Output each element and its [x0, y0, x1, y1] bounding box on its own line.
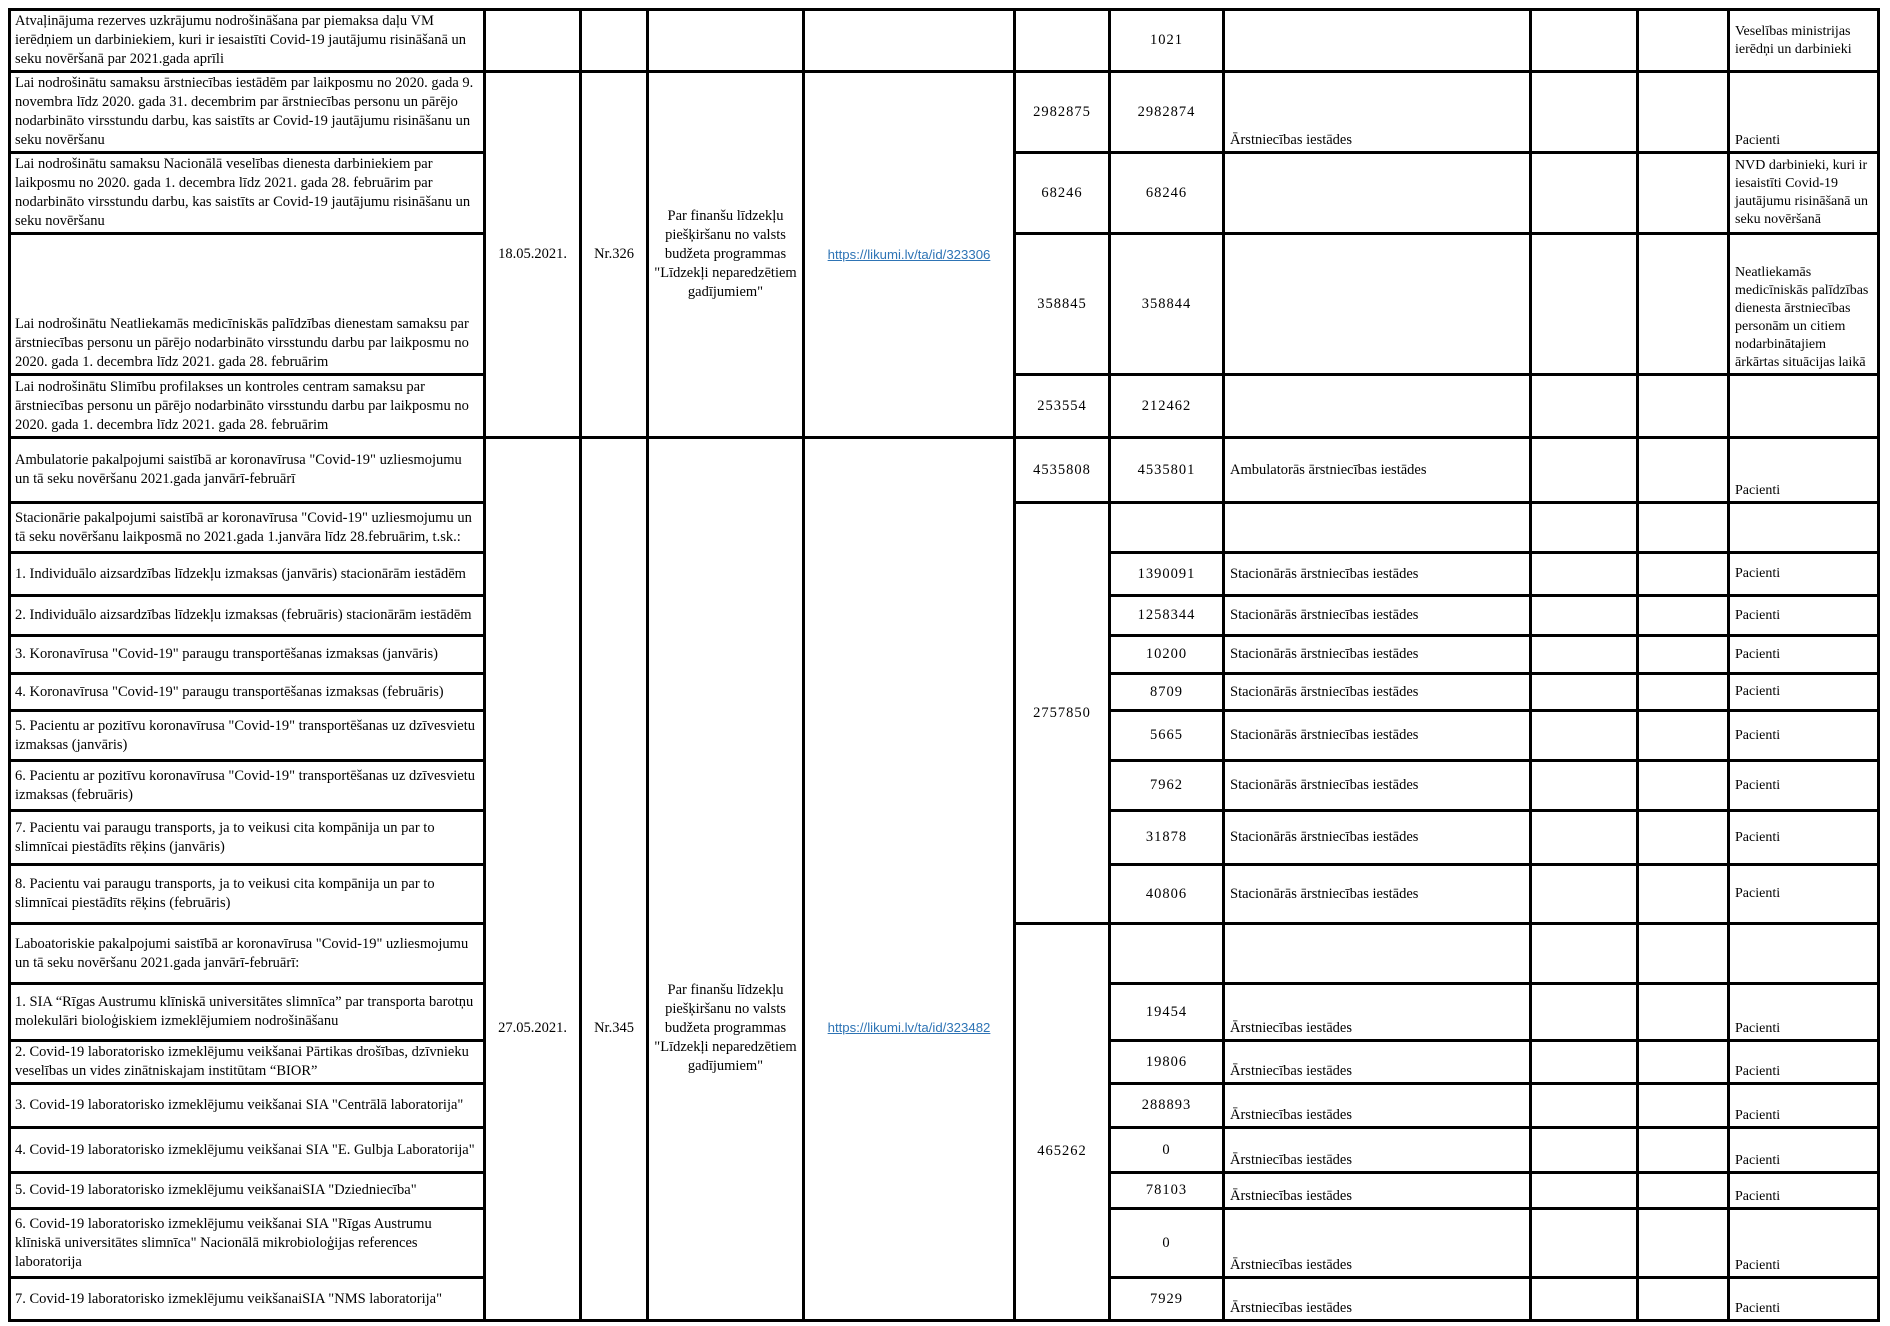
description-cell: 1. Individuālo aizsardzības līdzekļu izmaksas (janvāris) stacionārām iestādēm — [10, 553, 485, 596]
empty-cell — [1729, 503, 1879, 553]
decision-date-cell: 18.05.2021. — [485, 72, 581, 438]
description-cell: 8. Pacientu vai paraugu transports, ja to veikusi cita kompānija un par to slimnīcai piestādīts rēķins (februāris) — [10, 865, 485, 924]
empty-cell — [1638, 924, 1729, 984]
empty-cell — [1531, 553, 1638, 596]
recipient-cell: Pacienti — [1729, 984, 1879, 1041]
recipient-cell: Pacienti — [1729, 1084, 1879, 1128]
recipient-cell: Pacienti — [1729, 553, 1879, 596]
description-cell: 7. Pacientu vai paraugu transports, ja to veikusi cita kompānija un par to slimnīcai piestādīts rēķins (janvāris) — [10, 811, 485, 865]
table-row — [10, 10, 1879, 72]
description-cell: 6. Pacientu ar pozitīvu koronavīrusa "Covid-19" transportēšanas uz dzīvesvietu izmaksas (februāris) — [10, 761, 485, 811]
amount-granted-cell: 1258344 — [1110, 596, 1224, 636]
amount-granted-cell: 68246 — [1110, 153, 1224, 234]
recipient-cell: Pacienti — [1729, 438, 1879, 503]
description-cell: 4. Koronavīrusa "Covid-19" paraugu transportēšanas izmaksas (februāris) — [10, 674, 485, 711]
empty-cell — [1638, 1041, 1729, 1084]
empty-cell — [1531, 153, 1638, 234]
description-cell: Stacionārie pakalpojumi saistībā ar koronavīrusa "Covid-19" uzliesmojumu un tā seku novēršanu laikposmā no 2021.gada 1.janvāra līdz 28.februārim, t.sk.: — [10, 503, 485, 553]
program-cell: Par finanšu līdzekļu piešķiršanu no valsts budžeta programmas "Līdzekļi neparedzētiem gadījumiem" — [648, 72, 804, 438]
empty-cell — [1531, 596, 1638, 636]
likumi-link[interactable]: https://likumi.lv/ta/id/323306 — [827, 246, 991, 262]
empty-cell — [1638, 1278, 1729, 1321]
empty-cell — [1638, 711, 1729, 761]
empty-cell — [1531, 1084, 1638, 1128]
amount-granted-cell: 31878 — [1110, 811, 1224, 865]
link-cell — [804, 438, 1015, 1321]
recipient-cell: Pacienti — [1729, 674, 1879, 711]
institution-cell: Ārstniecības iestādes — [1224, 1084, 1531, 1128]
decision-date: 27.05.2021. — [498, 1019, 567, 1036]
description-cell: 3. Covid-19 laboratorisko izmeklējumu veikšanai SIA "Centrālā laboratorija" — [10, 1084, 485, 1128]
empty-cell — [1729, 924, 1879, 984]
institution-cell: Ārstniecības iestādes — [1224, 1173, 1531, 1209]
amount-granted-cell: 8709 — [1110, 674, 1224, 711]
description-cell: 2. Covid-19 laboratorisko izmeklējumu veikšanai Pārtikas drošības, dzīvnieku veselības un vides zinātniskajam institūtam “BIOR” — [10, 1041, 485, 1084]
empty-cell — [1638, 1128, 1729, 1173]
empty-cell — [485, 10, 581, 72]
amount-requested-cell: 2757850 — [1015, 503, 1110, 924]
decision-number: Nr.345 — [594, 1019, 634, 1036]
empty-cell — [1638, 234, 1729, 375]
amount-granted-cell: 10200 — [1110, 636, 1224, 674]
institution-cell: Stacionārās ārstniecības iestādes — [1224, 553, 1531, 596]
amount-requested-cell: 4535808 — [1015, 438, 1110, 503]
table-row — [10, 72, 1879, 153]
empty-cell — [1224, 924, 1531, 984]
empty-cell — [648, 10, 804, 72]
empty-cell — [1638, 72, 1729, 153]
institution-cell: Ārstniecības iestādes — [1224, 72, 1531, 153]
empty-cell — [1531, 503, 1638, 553]
recipient-cell: Veselības ministrijas ierēdņi un darbinieki — [1729, 10, 1879, 72]
description-cell: 6. Covid-19 laboratorisko izmeklējumu veikšanai SIA "Rīgas Austrumu klīniskā universitātes slimnīca" Nacionālā mikrobioloģijas references laboratorija — [10, 1209, 485, 1278]
institution-cell: Stacionārās ārstniecības iestādes — [1224, 761, 1531, 811]
funding-decisions-table — [8, 8, 1880, 1322]
description-cell: 7. Covid-19 laboratorisko izmeklējumu veikšanaiSIA "NMS laboratorija" — [10, 1278, 485, 1321]
institution-cell: Ārstniecības iestādes — [1224, 984, 1531, 1041]
description-cell: Laboatoriskie pakalpojumi saistībā ar koronavīrusa "Covid-19" uzliesmojumu un tā seku novēršanu 2021.gada janvārī-februārī: — [10, 924, 485, 984]
empty-cell — [1638, 596, 1729, 636]
amount-granted-cell: 19806 — [1110, 1041, 1224, 1084]
amount-granted-cell: 0 — [1110, 1128, 1224, 1173]
amount-requested-cell: 253554 — [1015, 375, 1110, 438]
program-text: Par finanšu līdzekļu piešķiršanu no valsts budžeta programmas "Līdzekļi neparedzētiem gadījumiem" — [654, 981, 797, 1074]
institution-cell: Ārstniecības iestādes — [1224, 1278, 1531, 1321]
decision-number-cell — [581, 438, 648, 1321]
empty-cell — [1729, 375, 1879, 438]
amount-granted-cell: 19454 — [1110, 984, 1224, 1041]
institution-cell: Ambulatorās ārstniecības iestādes — [1224, 438, 1531, 503]
recipient-cell: NVD darbinieki, kuri ir iesaistīti Covid-19 jautājumu risināšanā un seku novēršanā — [1729, 153, 1879, 234]
empty-cell — [1531, 636, 1638, 674]
amount-requested-cell: 2982875 — [1015, 72, 1110, 153]
description-cell: 3. Koronavīrusa "Covid-19" paraugu transportēšanas izmaksas (janvāris) — [10, 636, 485, 674]
amount-granted-cell: 40806 — [1110, 865, 1224, 924]
empty-cell — [1638, 761, 1729, 811]
empty-cell — [1531, 1041, 1638, 1084]
institution-cell: Stacionārās ārstniecības iestādes — [1224, 811, 1531, 865]
institution-cell: Stacionārās ārstniecības iestādes — [1224, 674, 1531, 711]
description-cell: Atvaļinājuma rezerves uzkrājumu nodrošināšana par piemaksa daļu VM ierēdņiem un darbiniekiem, kuri ir iesaistīti Covid-19 jautājumu risināšanā un seku novēršanā par 2021.gada aprīli — [10, 10, 485, 72]
empty-cell — [1638, 636, 1729, 674]
amount-granted-cell: 5665 — [1110, 711, 1224, 761]
institution-cell: Stacionārās ārstniecības iestādes — [1224, 636, 1531, 674]
empty-cell — [1638, 984, 1729, 1041]
amount-granted-cell: 7929 — [1110, 1278, 1224, 1321]
empty-cell — [1531, 1128, 1638, 1173]
empty-cell — [1531, 375, 1638, 438]
likumi-link[interactable]: https://likumi.lv/ta/id/323482 — [827, 1020, 991, 1035]
description-cell: Lai nodrošinātu Slimību profilakses un kontroles centram samaksu par ārstniecības personu un pārējo nodarbināto virsstundu darbu par laikposmu no 2020. gada 1. decembra līdz 2021. gada 28. februārim — [10, 375, 485, 438]
recipient-cell: Pacienti — [1729, 1041, 1879, 1084]
recipient-cell: Pacienti — [1729, 596, 1879, 636]
amount-granted-cell: 7962 — [1110, 761, 1224, 811]
recipient-cell: Pacienti — [1729, 811, 1879, 865]
empty-cell — [1224, 503, 1531, 553]
empty-cell — [1224, 153, 1531, 234]
amount-requested-cell: 358845 — [1015, 234, 1110, 375]
empty-cell — [1531, 72, 1638, 153]
empty-cell — [1015, 10, 1110, 72]
recipient-cell: Pacienti — [1729, 1173, 1879, 1209]
amount-granted-cell: 358844 — [1110, 234, 1224, 375]
empty-cell — [1531, 438, 1638, 503]
amount-requested-cell: 68246 — [1015, 153, 1110, 234]
amount-granted-cell: 288893 — [1110, 1084, 1224, 1128]
institution-cell: Ārstniecības iestādes — [1224, 1209, 1531, 1278]
amount-granted-cell: 1390091 — [1110, 553, 1224, 596]
recipient-cell: Pacienti — [1729, 761, 1879, 811]
empty-cell — [1638, 503, 1729, 553]
empty-cell — [1638, 1209, 1729, 1278]
description-cell: Lai nodrošinātu samaksu ārstniecības iestādēm par laikposmu no 2020. gada 9. novembra līdz 2020. gada 31. decembrim par ārstniecības personu un pārējo nodarbināto virsstundu darbu, kas saistīts ar Covid-19 jautājumu risināšanu un seku novēršanu — [10, 72, 485, 153]
empty-cell — [1224, 10, 1531, 72]
empty-cell — [1531, 711, 1638, 761]
table-row — [10, 438, 1879, 503]
empty-cell — [1638, 811, 1729, 865]
empty-cell — [581, 10, 648, 72]
amount-granted-cell: 0 — [1110, 1209, 1224, 1278]
empty-cell — [804, 10, 1015, 72]
institution-cell: Stacionārās ārstniecības iestādes — [1224, 596, 1531, 636]
amount-granted-cell: 78103 — [1110, 1173, 1224, 1209]
empty-cell — [1531, 1278, 1638, 1321]
recipient-cell: Pacienti — [1729, 1209, 1879, 1278]
empty-cell — [1531, 924, 1638, 984]
document-page — [8, 8, 1880, 1322]
recipient-cell: Pacienti — [1729, 865, 1879, 924]
empty-cell — [1531, 811, 1638, 865]
description-cell: 1. SIA “Rīgas Austrumu klīniskā universitātes slimnīca” par transporta barotņu molekulāri bioloģiskiem izmeklējumiem nodrošināšanu — [10, 984, 485, 1041]
empty-cell — [1110, 924, 1224, 984]
institution-cell: Ārstniecības iestādes — [1224, 1041, 1531, 1084]
description-cell: Lai nodrošinātu Neatliekamās medicīniskās palīdzības dienestam samaksu par ārstniecības personu un pārējo nodarbināto virsstundu darbu par laikposmu no 2020. gada 1. decembra līdz 2021. gada 28. februārim — [10, 234, 485, 375]
empty-cell — [1638, 375, 1729, 438]
empty-cell — [1531, 1173, 1638, 1209]
decision-date-cell — [485, 438, 581, 1321]
empty-cell — [1531, 1209, 1638, 1278]
recipient-cell: Pacienti — [1729, 1278, 1879, 1321]
description-cell: Lai nodrošinātu samaksu Nacionālā veselības dienesta darbiniekiem par laikposmu no 2020. gada 1. decembra līdz 2021. gada 28. februārim par nodarbināto virsstundu darbu, kas saistīts ar Covid-19 jautājumu risināšanu un seku novēršanu — [10, 153, 485, 234]
description-cell: 5. Covid-19 laboratorisko izmeklējumu veikšanaiSIA "Dziedniecība" — [10, 1173, 485, 1209]
amount-granted-cell: 2982874 — [1110, 72, 1224, 153]
empty-cell — [1638, 438, 1729, 503]
amount-granted-cell: 1021 — [1110, 10, 1224, 72]
recipient-cell: Pacienti — [1729, 1128, 1879, 1173]
empty-cell — [1638, 674, 1729, 711]
amount-requested-cell — [1015, 924, 1110, 1321]
empty-cell — [1224, 234, 1531, 375]
empty-cell — [1110, 503, 1224, 553]
empty-cell — [1638, 553, 1729, 596]
description-cell: 4. Covid-19 laboratorisko izmeklējumu veikšanai SIA "E. Gulbja Laboratorija" — [10, 1128, 485, 1173]
amount-granted-cell: 212462 — [1110, 375, 1224, 438]
empty-cell — [1531, 984, 1638, 1041]
description-cell: 5. Pacientu ar pozitīvu koronavīrusa "Covid-19" transportēšanas uz dzīvesvietu izmaksas (janvāris) — [10, 711, 485, 761]
recipient-cell: Pacienti — [1729, 72, 1879, 153]
empty-cell — [1531, 674, 1638, 711]
empty-cell — [1638, 1084, 1729, 1128]
recipient-cell: Pacienti — [1729, 711, 1879, 761]
institution-cell: Stacionārās ārstniecības iestādes — [1224, 711, 1531, 761]
program-cell — [648, 438, 804, 1321]
empty-cell — [1638, 153, 1729, 234]
empty-cell — [1531, 761, 1638, 811]
empty-cell — [1224, 375, 1531, 438]
institution-cell: Stacionārās ārstniecības iestādes — [1224, 865, 1531, 924]
amount-granted-cell: 4535801 — [1110, 438, 1224, 503]
institution-cell: Ārstniecības iestādes — [1224, 1128, 1531, 1173]
description-cell: 2. Individuālo aizsardzības līdzekļu izmaksas (februāris) stacionārām iestādēm — [10, 596, 485, 636]
description-cell: Ambulatorie pakalpojumi saistībā ar koronavīrusa "Covid-19" uzliesmojumu un tā seku novēršanu 2021.gada janvārī-februārī — [10, 438, 485, 503]
empty-cell — [1638, 865, 1729, 924]
empty-cell — [1638, 10, 1729, 72]
recipient-cell: Neatliekamās medicīniskās palīdzības dienesta ārstniecības personām un citiem nodarbinātajiem ārkārtas situācijas laikā — [1729, 234, 1879, 375]
link-cell — [804, 72, 1015, 438]
decision-number-cell: Nr.326 — [581, 72, 648, 438]
empty-cell — [1638, 1173, 1729, 1209]
recipient-cell: Pacienti — [1729, 636, 1879, 674]
empty-cell — [1531, 10, 1638, 72]
empty-cell — [1531, 234, 1638, 375]
amount-requested: 465262 — [1037, 1142, 1087, 1159]
empty-cell — [1531, 865, 1638, 924]
